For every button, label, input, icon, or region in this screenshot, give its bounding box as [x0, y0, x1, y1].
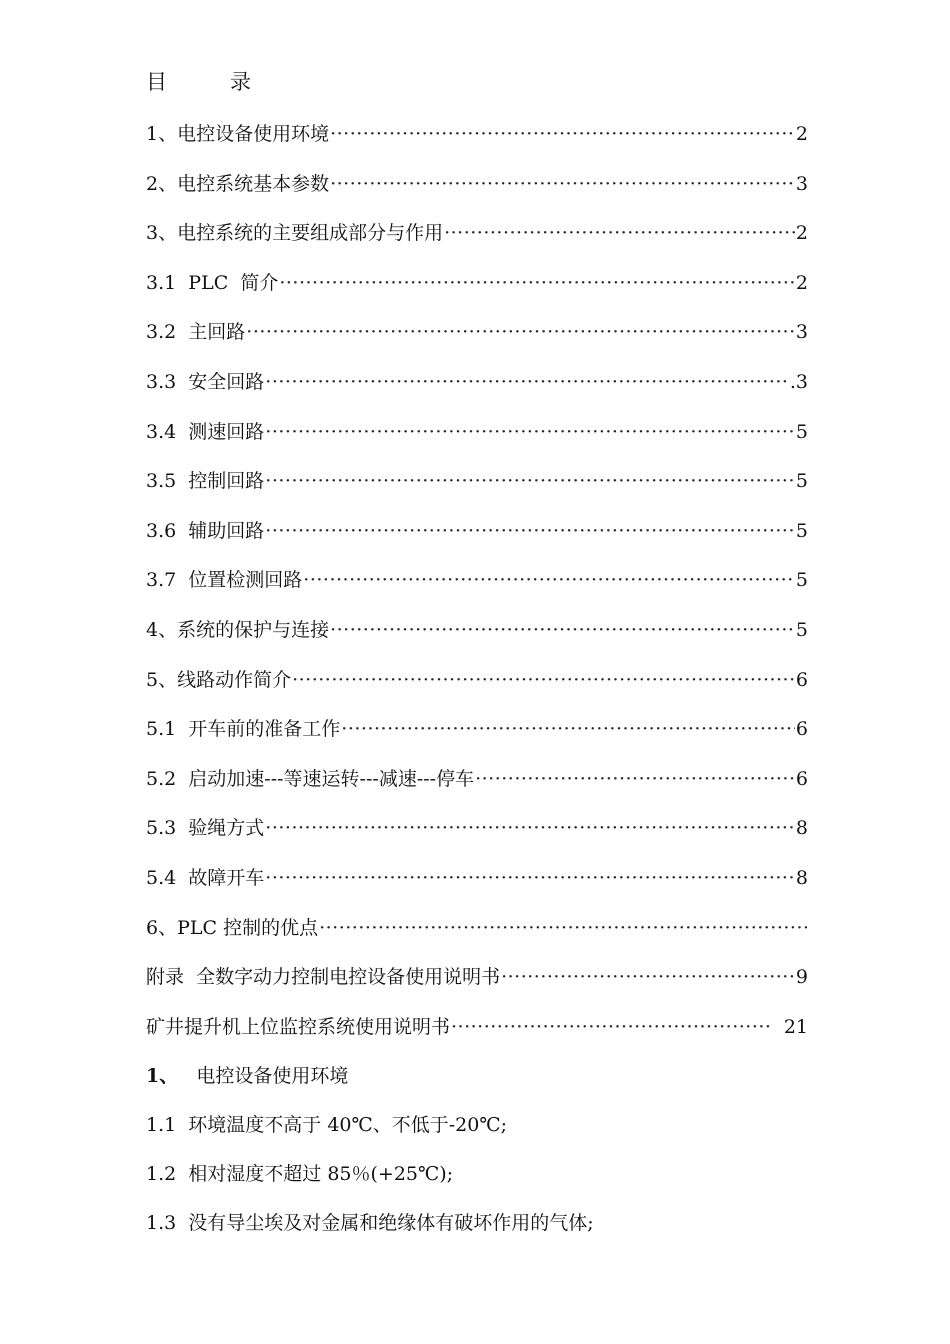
toc-entry-label: 矿井提升机上位监控系统使用说明书 — [146, 1015, 451, 1038]
toc-entry[interactable] — [146, 265, 808, 315]
toc-dot-leader — [501, 959, 795, 995]
toc-dot-leader — [319, 910, 807, 946]
toc-entry-label: 附录 全数字动力控制电控设备使用说明书 — [146, 966, 501, 989]
toc-entry-page: .3 — [789, 370, 808, 393]
toc-entry[interactable] — [146, 215, 808, 265]
section-1-number: 1、 — [146, 1065, 179, 1087]
toc-entry-page: 6 — [795, 668, 808, 691]
toc-entry-page: 5 — [795, 519, 808, 542]
toc-dot-leader — [246, 314, 795, 350]
toc-entry[interactable] — [146, 810, 808, 860]
toc-entry[interactable] — [146, 910, 808, 960]
toc-entry[interactable] — [146, 860, 808, 910]
toc-entry-label: 5.2 启动加速---等速运转---减速---停车 — [146, 767, 475, 790]
toc-entry-label: 6、PLC 控制的优点 — [146, 916, 319, 939]
toc-dot-leader — [330, 116, 795, 152]
toc-dot-leader — [330, 612, 795, 648]
toc-entry-label: 5.3 验绳方式 — [146, 817, 265, 840]
toc-entry-page: 8 — [795, 817, 808, 840]
toc-entry-page: 5 — [795, 420, 808, 443]
toc-entry-page: 6 — [795, 767, 808, 790]
toc-dot-leader — [451, 1009, 771, 1045]
toc-entry-page: 6 — [795, 718, 808, 741]
toc-entry-page: 3 — [795, 172, 808, 195]
toc-entry[interactable] — [146, 761, 808, 811]
toc-entry-page: 5 — [795, 618, 808, 641]
toc-entry-page: 8 — [795, 866, 808, 889]
toc-entry-page: 21 — [771, 1015, 808, 1038]
toc-entry-label: 3、电控系统的主要组成部分与作用 — [146, 222, 444, 245]
toc-entry-page: 3 — [795, 321, 808, 344]
section-1-heading — [146, 1058, 846, 1107]
toc-entry[interactable] — [146, 711, 808, 761]
toc-entry[interactable] — [146, 513, 808, 563]
toc-dot-leader — [265, 860, 795, 896]
toc-entry-label: 3.6 辅助回路 — [146, 519, 265, 542]
toc-dot-leader — [265, 463, 795, 499]
toc-entry[interactable] — [146, 314, 808, 364]
toc-dot-leader — [444, 215, 795, 251]
section-1-item-2: 1.2 相对湿度不超过 85％(+25℃); — [146, 1163, 454, 1185]
toc-dot-leader — [475, 761, 795, 797]
toc-dot-leader — [341, 711, 795, 747]
toc-entry-label: 5、线路动作简介 — [146, 668, 292, 691]
toc-entry[interactable] — [146, 166, 808, 216]
toc-entry[interactable] — [146, 364, 808, 414]
table-of-contents — [146, 116, 808, 1058]
toc-entry[interactable] — [146, 959, 808, 1009]
toc-title: 目 录 — [146, 70, 251, 94]
toc-entry-label: 1、电控设备使用环境 — [146, 123, 330, 145]
section-1 — [146, 1058, 846, 1254]
toc-entry-label: 5.4 故障开车 — [146, 866, 265, 889]
toc-dot-leader — [303, 562, 795, 598]
toc-dot-leader — [330, 166, 795, 202]
toc-entry[interactable] — [146, 612, 808, 662]
toc-entry-label: 3.1 PLC 简介 — [146, 271, 279, 294]
toc-entry-page: 2 — [795, 123, 808, 145]
toc-dot-leader — [265, 810, 795, 846]
toc-entry-label: 3.4 测速回路 — [146, 420, 265, 443]
toc-entry[interactable] — [146, 662, 808, 712]
toc-entry-page: 9 — [795, 966, 808, 989]
toc-dot-leader — [265, 513, 795, 549]
toc-dot-leader — [292, 662, 795, 698]
toc-entry-page: 5 — [795, 569, 808, 592]
toc-entry-label: 3.5 控制回路 — [146, 470, 265, 493]
section-1-item-3: 1.3 没有导尘埃及对金属和绝缘体有破坏作用的气体; — [146, 1212, 594, 1234]
toc-entry-page: 5 — [795, 470, 808, 493]
toc-entry[interactable] — [146, 414, 808, 464]
toc-entry-page: 2 — [795, 222, 808, 245]
toc-dot-leader — [265, 364, 789, 400]
toc-entry-label: 3.7 位置检测回路 — [146, 569, 303, 592]
toc-dot-leader — [279, 265, 795, 301]
toc-entry-label: 2、电控系统基本参数 — [146, 172, 330, 195]
toc-entry-label: 3.3 安全回路 — [146, 370, 265, 393]
toc-entry[interactable] — [146, 562, 808, 612]
toc-entry-label: 3.2 主回路 — [146, 321, 246, 344]
section-1-title: 电控设备使用环境 — [196, 1065, 349, 1087]
toc-entry-page: 2 — [795, 271, 808, 294]
section-1-item-1: 1.1 环境温度不高于 40℃、不低于-20℃; — [146, 1114, 508, 1136]
toc-dot-leader — [265, 414, 795, 450]
toc-entry-label: 5.1 开车前的准备工作 — [146, 718, 341, 741]
toc-entry[interactable] — [146, 463, 808, 513]
toc-entry[interactable] — [146, 1009, 808, 1059]
toc-entry-label: 4、系统的保护与连接 — [146, 618, 330, 641]
toc-entry[interactable] — [146, 116, 808, 166]
